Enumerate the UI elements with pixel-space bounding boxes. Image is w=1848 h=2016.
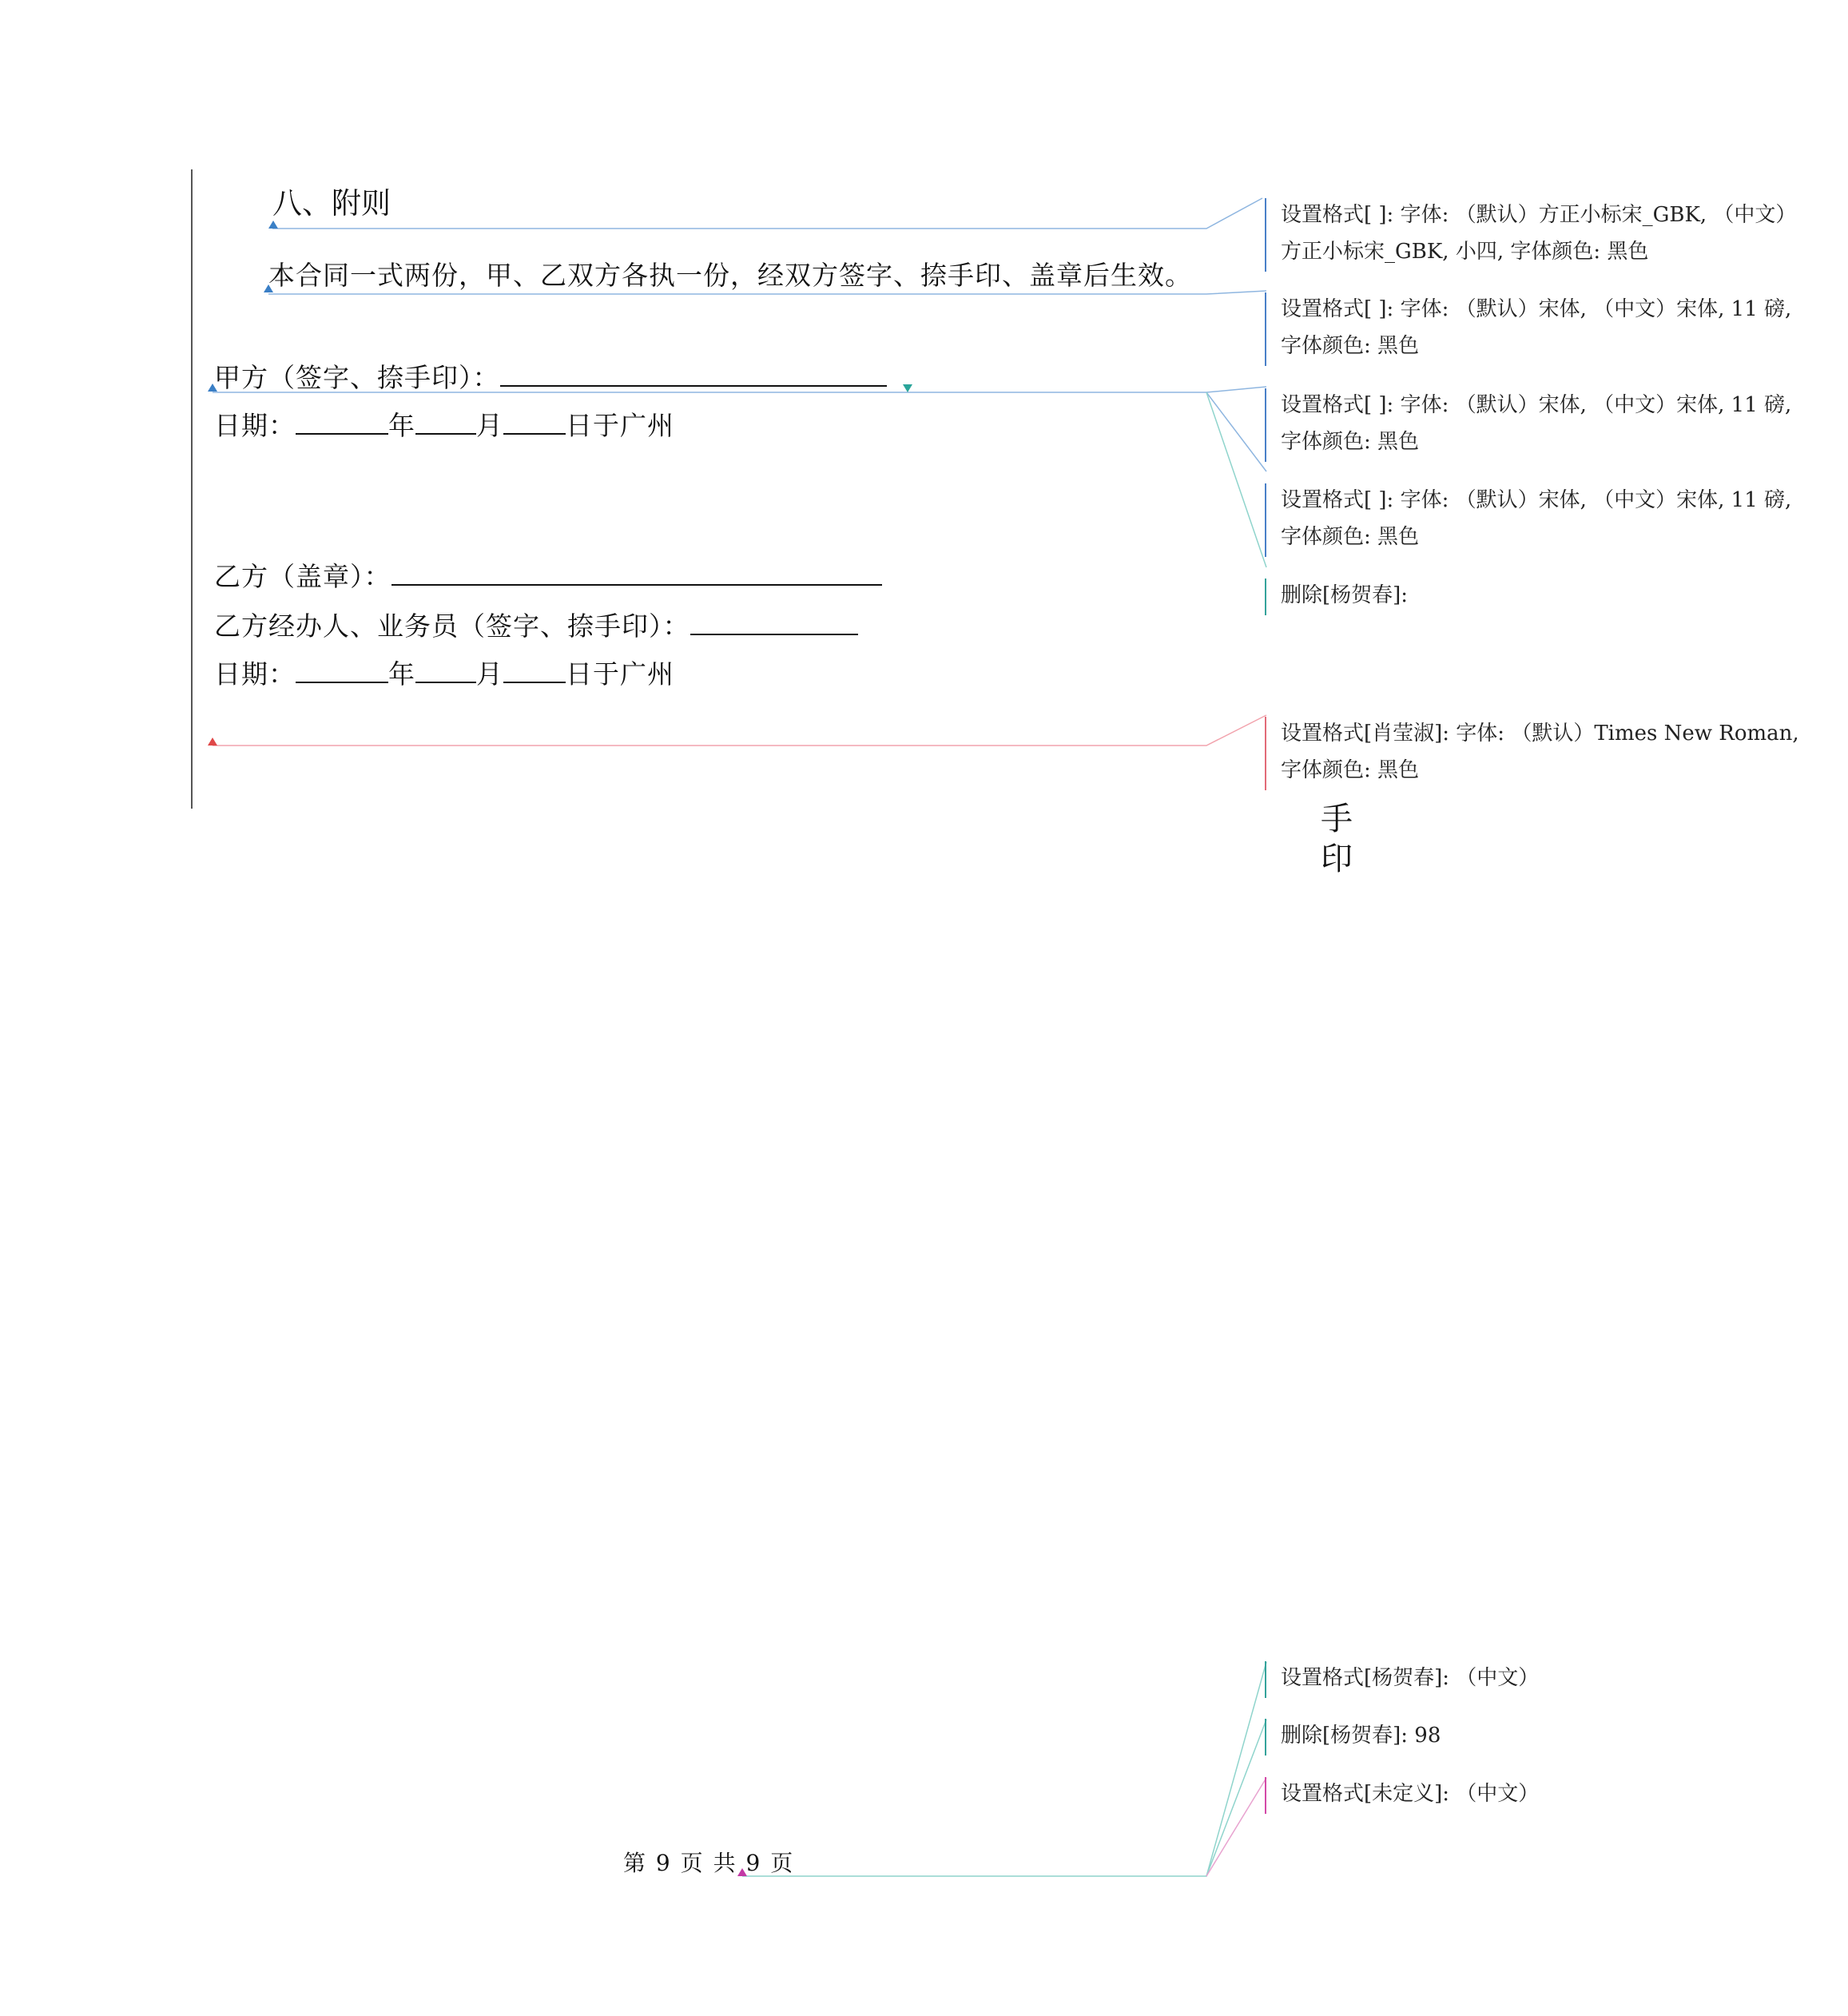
comment-text: 设置格式[肖莹淑]: 字体: （默认）Times New Roman, 字体颜色: 黑色 <box>1281 722 1799 782</box>
page-footer: 第 9 页 共 9 页 <box>623 1850 795 1876</box>
month-label: 月 <box>476 658 503 690</box>
comment-balloon[interactable] <box>1276 1660 1816 1696</box>
party-b-agent-label: 乙方经办人、业务员（签字、捺手印）： <box>214 610 690 642</box>
comment-balloon[interactable] <box>1276 715 1816 789</box>
party-a-signature-line <box>214 358 887 396</box>
comment-balloon[interactable] <box>1276 291 1816 364</box>
comment-balloon[interactable] <box>1276 197 1816 270</box>
deletion-marker <box>903 384 912 392</box>
total-pages: 9 <box>745 1850 762 1876</box>
comment-text: 删除[杨贺春]: <box>1281 583 1409 607</box>
month-blank <box>415 654 476 683</box>
year-label: 年 <box>388 658 415 690</box>
comment-balloon[interactable] <box>1276 577 1816 614</box>
comment-text: 设置格式[未定义]: （中文） <box>1281 1782 1540 1806</box>
insertion-marker <box>208 384 217 392</box>
comment-text: 删除[杨贺春]: 98 <box>1281 1724 1441 1748</box>
insertion-marker <box>737 1868 747 1876</box>
comment-balloon[interactable] <box>1276 1775 1816 1812</box>
section-heading: 八、附则 <box>272 186 391 221</box>
year-blank <box>296 406 388 435</box>
comment-balloon[interactable] <box>1276 482 1816 555</box>
comment-text: 设置格式[ ]: 字体: （默认）宋体, （中文）宋体, 11 磅, 字体颜色: 黑色 <box>1281 393 1792 454</box>
insertion-marker <box>208 738 217 746</box>
party-b-label: 乙方（盖章）： <box>214 561 391 592</box>
day-place-label: 日于广州 <box>566 658 674 690</box>
comment-text: 设置格式[杨贺春]: （中文） <box>1281 1666 1540 1690</box>
comment-text: 设置格式[ ]: 字体: （默认）方正小标宋_GBK, （中文）方正小标宋_GBK, 小四, 字体颜色: 黑色 <box>1281 203 1797 264</box>
comment-text: 设置格式[ ]: 字体: （默认）宋体, （中文）宋体, 11 磅, 字体颜色: 黑色 <box>1281 488 1792 549</box>
comment-text: 设置格式[ ]: 字体: （默认）宋体, （中文）宋体, 11 磅, 字体颜色: 黑色 <box>1281 297 1792 358</box>
party-b-agent-line <box>214 606 858 645</box>
comment-balloon[interactable] <box>1276 387 1816 460</box>
side-stamp-text: 手 印 <box>1321 801 1353 877</box>
day-blank <box>503 406 566 435</box>
party-b-seal-line <box>214 557 882 595</box>
comment-balloon[interactable] <box>1276 1717 1816 1754</box>
month-blank <box>415 406 476 435</box>
party-b-agent-blank <box>690 606 858 635</box>
day-place-label: 日于广州 <box>566 410 674 441</box>
insertion-marker <box>268 221 278 229</box>
party-b-seal-blank <box>391 557 882 586</box>
page-number: 9 <box>655 1850 672 1876</box>
party-a-label: 甲方（签字、捺手印）： <box>214 362 500 393</box>
day-blank <box>503 654 566 683</box>
party-a-signature-blank <box>500 358 887 387</box>
month-label: 月 <box>476 410 503 441</box>
insertion-marker <box>264 284 273 292</box>
year-blank <box>296 654 388 683</box>
date-prefix: 日期： <box>214 410 296 441</box>
effectiveness-clause: 本合同一式两份，甲、乙双方各执一份，经双方签字、捺手印、盖章后生效。 <box>268 260 1192 291</box>
date-prefix: 日期： <box>214 658 296 690</box>
party-b-date-line <box>214 654 674 693</box>
year-label: 年 <box>388 410 415 441</box>
party-a-date-line <box>214 406 674 444</box>
